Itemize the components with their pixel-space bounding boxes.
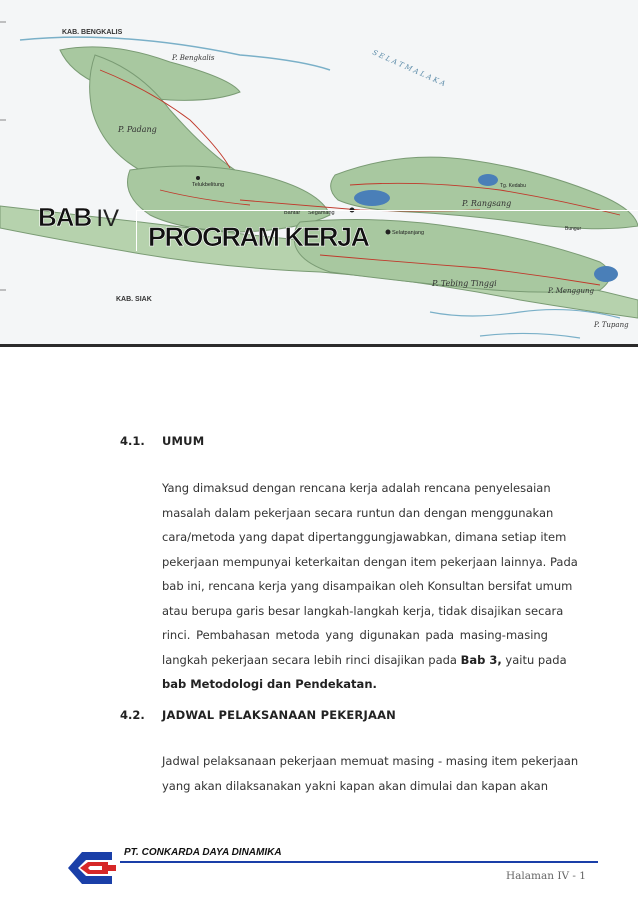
map-label-tebing-tinggi: P. Tebing Tinggi	[432, 279, 497, 288]
map-town-teluk-belitung: Telukbelitung	[192, 182, 225, 188]
map-label-strait: S E L A T M A L A K A	[371, 48, 447, 88]
map-label-rangsang: P. Rangsang	[462, 199, 512, 208]
footer-company: PT. CONKARDA DAYA DINAMIKA	[124, 847, 282, 858]
paragraph-line: atau berupa garis besar langkah-langkah kerja, tidak disajikan secara	[162, 603, 564, 618]
paragraph-line	[162, 648, 567, 673]
map-label-siak-kab: KAB. SIAK	[116, 296, 152, 303]
map-town-bungur: Bungur	[565, 226, 582, 232]
map-town-tg-kedabu: Tg. Kedabu	[500, 183, 526, 189]
section-paragraph	[162, 476, 578, 697]
section-paragraph	[162, 749, 579, 798]
paragraph-line	[162, 672, 548, 697]
paragraph-bold-ref: Bab 3,	[460, 652, 502, 667]
paragraph-line: bab ini, rencana kerja yang disampaikan oleh Konsultan bersifat umum	[162, 579, 573, 593]
map-bottom-rule	[0, 344, 638, 347]
map-illustration	[0, 0, 638, 347]
section-number: 4.1.	[120, 434, 145, 448]
header-map	[0, 0, 638, 347]
map-label-padang: P. Padang	[118, 125, 157, 134]
chapter-bab: BAB	[38, 202, 92, 232]
chapter-label	[38, 202, 119, 233]
company-logo-icon	[64, 848, 120, 892]
paragraph-line: rinci. Pembahasan metoda yang digunakan pada masing-masing	[162, 628, 548, 642]
chapter-number: IV	[96, 205, 120, 232]
map-town-segamang: Segamang	[308, 210, 335, 216]
paragraph-line: Yang dimaksud dengan rencana kerja adalah rencana penyelesaian	[162, 481, 551, 495]
section-title: UMUM	[162, 434, 205, 448]
paragraph-line: Jadwal pelaksanaan pekerjaan memuat masing - masing item pekerjaan	[162, 754, 579, 768]
paragraph-line: cara/metoda yang dapat dipertanggungjawabkan, dimana setiap item	[162, 530, 567, 544]
chapter-title: PROGRAM KERJA	[148, 222, 369, 252]
paragraph-text: yaitu pada	[505, 652, 567, 667]
map-label-bengkalis: P. Bengkalis	[172, 54, 215, 62]
map-label-menggung: P. Menggung	[548, 287, 595, 295]
section-number: 4.2.	[120, 708, 145, 722]
paragraph-line: pekerjaan mempunyai keterkaitan dengan item pekerjaan lainnya. Pada	[162, 554, 578, 569]
map-label-tupang: P. Tupang	[594, 321, 629, 329]
paragraph-bold-ref: bab Metodologi dan Pendekatan.	[162, 677, 377, 691]
paragraph-line: masalah dalam pekerjaan secara runtun dan dengan menggunakan	[162, 505, 554, 520]
map-label-bengkalis-kab: KAB. BENGKALIS	[62, 29, 123, 36]
page-number: Halaman IV - 1	[506, 870, 586, 882]
map-town-selatpanjang: Selatpanjang	[392, 230, 425, 236]
section-title: JADWAL PELAKSANAAN PEKERJAAN	[162, 708, 396, 722]
map-town-bantar: Bantar	[284, 210, 301, 216]
paragraph-text: langkah pekerjaan secara lebih rinci disajikan pada	[162, 652, 457, 667]
paragraph-line: yang akan dilaksanakan yakni kapan akan dimulai dan kapan akan	[162, 778, 548, 793]
footer-rule	[120, 861, 598, 863]
